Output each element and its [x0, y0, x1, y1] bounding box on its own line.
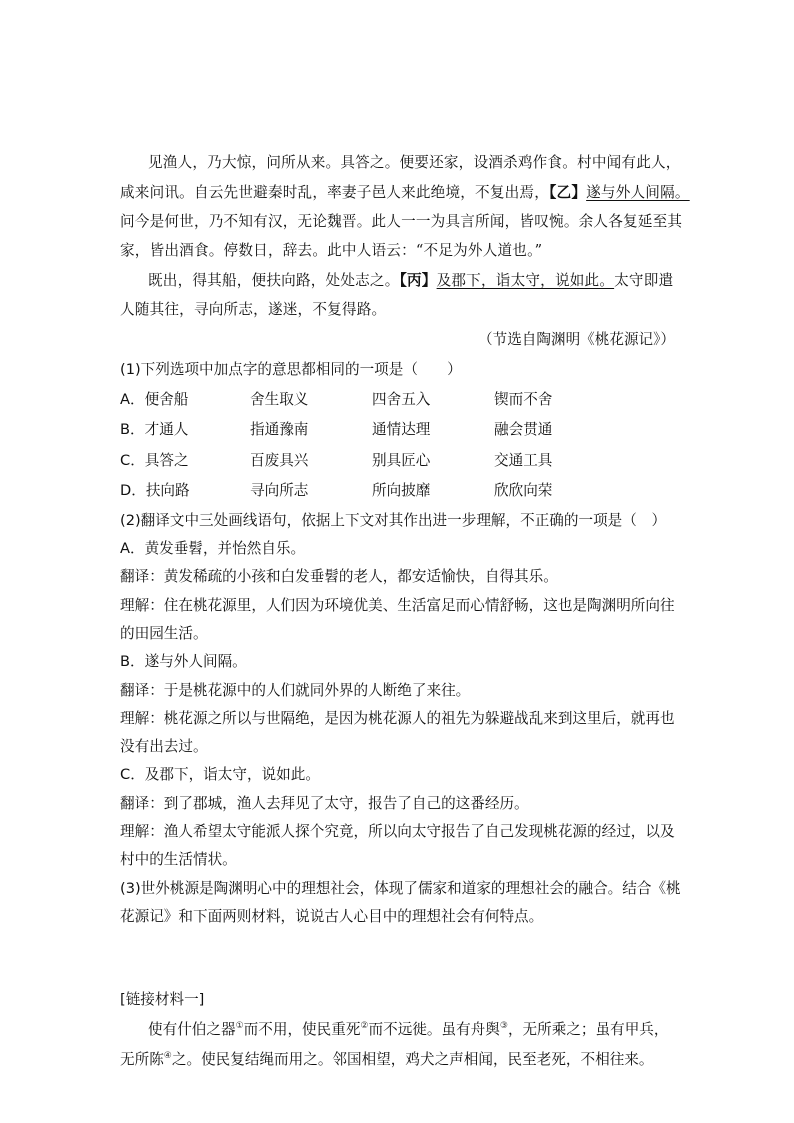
material-1-line: 使有什伯之器①而不用，使民重死②而不远徙。虽有舟舆③，无所乘之；虽有甲兵， [148, 1021, 669, 1038]
question-2-stem: (2)翻译文中三处画线语句，依据上下文对其作出进一步理解，不正确的一项是（ ） [120, 512, 667, 529]
q2-a-sentence: A．黄发垂髫，并怡然自乐。 [120, 540, 306, 557]
option-cell: 欣欣向荣 [494, 482, 553, 499]
option-cell: 指通豫南 [250, 421, 309, 438]
material-1-title: [链接材料一] [120, 991, 205, 1008]
option-cell: 百废具兴 [250, 452, 309, 469]
q2-b-sentence: B．遂与外人间隔。 [120, 653, 247, 670]
q2-b-understanding-cont: 没有出去过。 [120, 738, 208, 755]
marker-yi: 【乙】 [549, 184, 587, 201]
q2-a-understanding: 理解：住在桃花源里，人们因为环境优美、生活富足而心情舒畅，这也是陶渊明所向往 [120, 597, 675, 614]
q2-c-understanding: 理解：渔人希望太守能派人探个究竟，所以向太守报告了自己发现桃花源的经过，以及 [120, 823, 675, 840]
passage-line: 见渔人，乃大惊，问所从来。具答之。便要还家，设酒杀鸡作食。村中闻有此人， [148, 154, 681, 171]
option-label: C．具答之 [120, 452, 189, 469]
q2-b-understanding: 理解：桃花源之所以与世隔绝，是因为桃花源人的祖先为躲避战乱来到这里后，就再也 [120, 710, 675, 727]
passage-line: 既出，得其船，便扶向路，处处志之。【丙】及郡下，诣太守，说如此。太守即遣 [148, 272, 674, 289]
question-3-stem: (3)世外桃源是陶渊明心中的理想社会，体现了儒家和道家的理想社会的融合。结合《桃 [120, 880, 681, 897]
underlined-sentence: 及郡下，诣太守，说如此。 [436, 272, 615, 289]
q2-c-sentence: C．及郡下，诣太守，说如此。 [120, 766, 320, 783]
underlined-sentence: 遂与外人间隔。 [586, 184, 690, 201]
option-cell: 交通工具 [494, 452, 553, 469]
option-cell: 舍生取义 [250, 391, 309, 408]
option-cell: 所向披靡 [372, 482, 431, 499]
material-1-line: 无所陈④之。使民复结绳而用之。邻国相望，鸡犬之声相闻，民至老死，不相往来。 [120, 1051, 654, 1068]
footnote-mark: ① [235, 1021, 244, 1032]
option-label: B．才通人 [120, 421, 189, 438]
question-3-stem-cont: 花源记》和下面两则材料，说说古人心目中的理想社会有何特点。 [120, 908, 544, 925]
q2-c-understanding-cont: 村中的生活情状。 [120, 851, 237, 868]
footnote-mark: ④ [163, 1051, 172, 1062]
q2-c-translation: 翻译：到了郡城，渔人去拜见了太守，报告了自己的这番经历。 [120, 795, 529, 812]
passage-line: 咸来问讯。自云先世避秦时乱，率妻子邑人来此绝境，不复出焉，【乙】遂与外人间隔。 [120, 184, 690, 201]
option-cell: 别具匠心 [372, 452, 431, 469]
passage-source: （节选自陶渊明《桃花源记》） [478, 331, 676, 348]
option-cell: 四舍五入 [372, 391, 431, 408]
passage-line: 家，皆出酒食。停数日，辞去。此中人语云：“不足为外人道也。” [120, 242, 543, 259]
option-cell: 融会贯通 [494, 421, 553, 438]
question-1-stem: (1)下列选项中加点字的意思都相同的一项是（ ） [120, 361, 462, 378]
option-cell: 锲而不舍 [494, 391, 553, 408]
footnote-mark: ② [360, 1021, 369, 1032]
q2-a-understanding-cont: 的田园生活。 [120, 625, 208, 642]
passage-line: 人随其往，寻向所志，遂迷，不复得路。 [120, 301, 387, 318]
footnote-mark: ③ [499, 1021, 508, 1032]
option-label: A．便舍船 [120, 391, 189, 408]
q2-a-translation: 翻译：黄发稀疏的小孩和白发垂髫的老人，都安适愉快，自得其乐。 [120, 568, 558, 585]
passage-line: 问今是何世，乃不知有汉，无论魏晋。此人一一为具言所闻，皆叹惋。余人各复延至其 [120, 213, 683, 230]
option-cell: 通情达理 [372, 421, 431, 438]
option-label: D．扶向路 [120, 482, 190, 499]
marker-bing: 【丙】 [399, 272, 437, 289]
q2-b-translation: 翻译：于是桃花源中的人们就同外界的人断绝了来往。 [120, 682, 471, 699]
option-cell: 寻向所志 [250, 482, 309, 499]
